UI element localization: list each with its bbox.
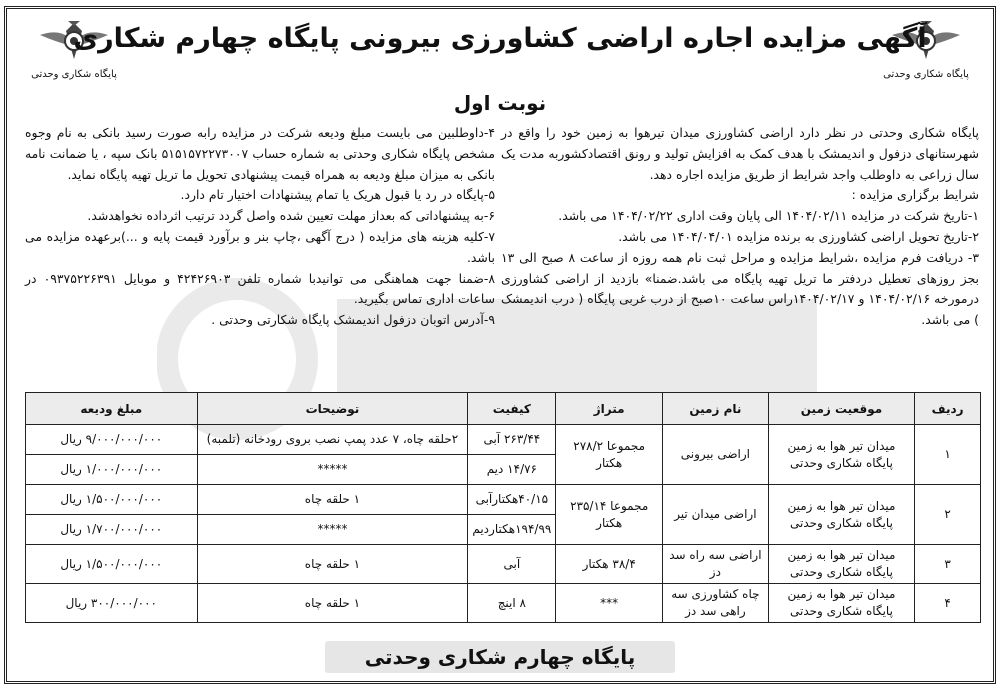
col-header-quality: کیفیت — [468, 393, 556, 425]
cell-deposit: ۱/۵۰۰/۰۰۰/۰۰۰ ریال — [26, 485, 198, 515]
col-header-area: متراژ — [556, 393, 663, 425]
col-header-land-name: نام زمین — [663, 393, 769, 425]
notice-frame — [4, 6, 996, 684]
cell-quality: ۸ اینچ — [468, 584, 556, 623]
cell-location: میدان تیر هوا به زمین پایگاه شکاری وحدتی — [768, 485, 914, 545]
table-row — [26, 584, 981, 623]
cell-row-no: ۳ — [915, 545, 981, 584]
cell-description: ۱ حلقه چاه — [197, 485, 468, 515]
footer-signature: پایگاه چهارم شکاری وحدتی — [325, 641, 675, 673]
condition-item: ۱-تاریخ شرکت در مزایده ۱۴۰۴/۰۲/۱۱ الی پایان وقت اداری ۱۴۰۴/۰۲/۲۲ می باشد. — [558, 208, 979, 224]
cell-area: مجموعا ۲۷۸/۲ هکتار — [556, 425, 663, 485]
cell-deposit: ۳۰۰/۰۰۰/۰۰۰ ریال — [26, 584, 198, 623]
notice-body-left — [25, 123, 495, 331]
cell-land-name: چاه کشاورزی سه راهی سد دز — [663, 584, 769, 623]
table-row — [26, 545, 981, 584]
condition-item: ۶-به پیشنهاداتی که بعداز مهلت تعیین شده واصل گردد ترتیب اثرداده نخواهدشد. — [87, 208, 495, 224]
intro-paragraph: پایگاه شکاری وحدتی در نظر دارد اراضی کشاورزی میدان تیرهوا به زمین خود را واقع در شهرستانهای دزفول و اندیمشک با هدف کمک به افزایش تولید و رونق اقتصادکشوربه مدت یک سال زراعی به داوطلب واجد شرایط از طریق مزایده اجاره دهد. — [501, 125, 979, 182]
notice-header — [7, 13, 993, 115]
cell-land-name: اراضی بیرونی — [663, 425, 769, 485]
condition-item: ۷-کلیه هزینه های مزایده ( درج آگهی ،چاپ بنر و برآورد قیمت پایه و ...)برعهده مزایده می باشد. — [25, 228, 495, 265]
table-row — [26, 485, 981, 515]
table-header-row — [26, 393, 981, 425]
cell-row-no: ۴ — [915, 584, 981, 623]
cell-quality: ۱۴/۷۶ دیم — [468, 455, 556, 485]
condition-item: ۵-پایگاه در رد یا قبول هریک یا تمام پیشنهادات اختیار تام دارد. — [180, 187, 495, 203]
cell-description: ۱ حلقه چاه — [197, 545, 468, 584]
col-header-description: توضیحات — [197, 393, 468, 425]
condition-item: ۳- دریافت فرم مزایده ،شرایط مزایده و مراحل ثبت نام همه روزه از ساعت ۸ صبح الی ۱۳ بجز روزهای تعطیل دردفتر ما تریل تهیه پایگاه می باشد.ضمنا» بازدید از اراضی کشاورزی درمورخه ۱۴۰۴/۰۲/۱۶ و ۱۴۰۴/۰۲/۱۷راس ساعت ۱۰صبح از درب غربی پایگاه ( درب اندیمشک ) می باشد. — [501, 249, 979, 328]
cell-description: ***** — [197, 455, 468, 485]
cell-land-name: اراضی میدان تیر — [663, 485, 769, 545]
condition-item: ۴-داوطلبین می بایست مبلغ ودیعه شرکت در مزایده رابه صورت رسید بانکی به نام وجوه مشخص پایگاه شکاری وحدتی به شماره حساب ۵۱۵۱۵۷۲۲۷۳۰۰۷ بانک سپه ، یا ضمانت نامه بانکی به میزان مبلغ ودیعه به همراه قیمت پیشنهادی تحویل ما تریل تهیه پایگاه نماید. — [25, 125, 495, 182]
col-header-row-no: ردیف — [915, 393, 981, 425]
cell-deposit: ۱/۵۰۰/۰۰۰/۰۰۰ ریال — [26, 545, 198, 584]
notice-round: نوبت اول — [453, 91, 547, 115]
cell-deposit: ۱/۷۰۰/۰۰۰/۰۰۰ ریال — [26, 515, 198, 545]
logo-caption: پایگاه شکاری وحدتی — [883, 69, 969, 80]
cell-area: *** — [556, 584, 663, 623]
condition-item: ۲-تاریخ تحویل اراضی کشاورزی به برنده مزایده ۱۴۰۴/۰۴/۰۱ می باشد. — [618, 228, 979, 244]
cell-area: مجموعا ۲۳۵/۱۴ هکتار — [556, 485, 663, 545]
condition-item: ۸-ضمنا جهت هماهنگی می توانیدبا شماره تلفن ۴۲۴۲۶۹۰۳ و موبایل ۰۹۳۷۵۲۲۶۳۹۱ در ساعات اداری تماس بگیرید. — [25, 270, 495, 307]
cell-area: ۳۸/۴ هکتار — [556, 545, 663, 584]
cell-description: ***** — [197, 515, 468, 545]
condition-item: ۹-آدرس اتوبان دزفول اندیمشک پایگاه شکارتی وحدتی . — [211, 312, 495, 328]
cell-description: ۲حلقه چاه، ۷ عدد پمپ نصب بروی رودخانه (تلمبه) — [197, 425, 468, 455]
cell-row-no: ۱ — [915, 425, 981, 485]
col-header-location: موقعیت زمین — [768, 393, 914, 425]
notice-footer — [7, 641, 993, 673]
cell-deposit: ۹/۰۰۰/۰۰۰/۰۰۰ ریال — [26, 425, 198, 455]
table-row — [26, 425, 981, 455]
cell-location: میدان تیر هوا به زمین پایگاه شکاری وحدتی — [768, 425, 914, 485]
cell-location: میدان تیر هوا به زمین پایگاه شکاری وحدتی — [768, 584, 914, 623]
notice-body-right — [501, 123, 979, 331]
conditions-heading: شرایط برگزاری مزایده : — [851, 187, 979, 203]
cell-row-no: ۲ — [915, 485, 981, 545]
cell-quality: ۲۶۳/۴۴ آبی — [468, 425, 556, 455]
logo-caption: پایگاه شکاری وحدتی — [31, 69, 117, 80]
cell-description: ۱ حلقه چاه — [197, 584, 468, 623]
cell-quality: آبی — [468, 545, 556, 584]
lands-table — [25, 392, 981, 623]
cell-location: میدان تیر هوا به زمین پایگاه شکاری وحدتی — [768, 545, 914, 584]
notice-title: آگهی مزایده اجاره اراضی کشاورزی بیرونی پایگاه چهارم شکاری — [73, 23, 927, 54]
cell-quality: ۴۰/۱۵هکتارآبی — [468, 485, 556, 515]
cell-land-name: اراضی سه راه سد دز — [663, 545, 769, 584]
cell-deposit: ۱/۰۰۰/۰۰۰/۰۰۰ ریال — [26, 455, 198, 485]
col-header-deposit: مبلغ ودیعه — [26, 393, 198, 425]
cell-quality: ۱۹۴/۹۹هکتاردیم — [468, 515, 556, 545]
